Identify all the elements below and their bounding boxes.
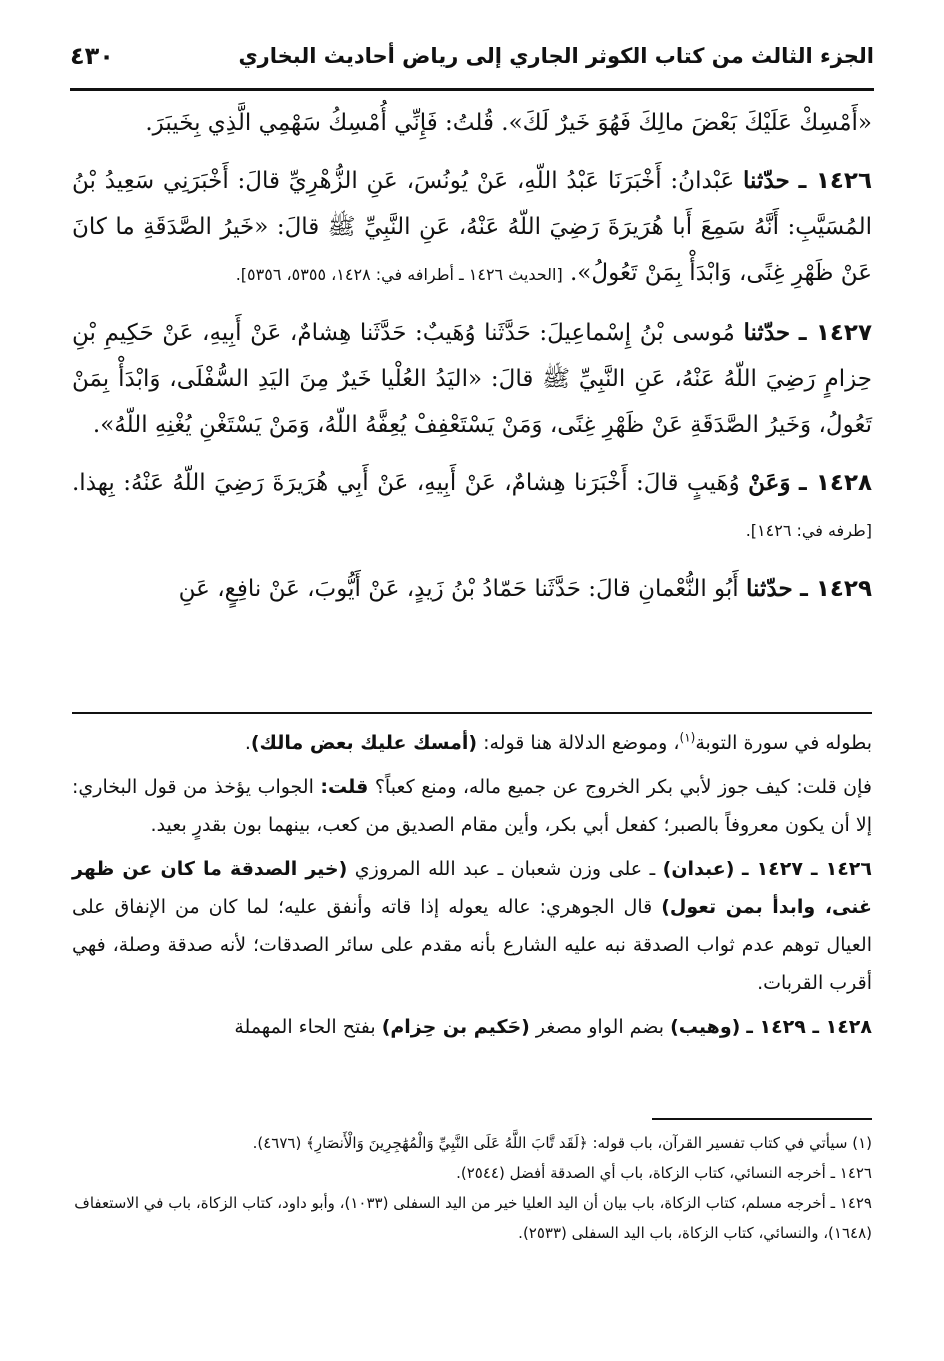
hadith-text: «أَمْسِكْ عَلَيْكَ بَعْضَ مالِكَ فَهُوَ خَيرٌ لَكَ». قُلتُ: فَإِنِّي أُمْسِكُ سَهْمِي الَّذِي بِخَيبَرَ.	[145, 110, 872, 136]
commentary-block	[72, 724, 872, 1052]
footnote-1426: ١٤٢٦ ـ أخرجه النسائي، كتاب الزكاة، باب أي الصدقة أفضل (٢٥٤٤).	[456, 1164, 872, 1182]
commentary-text: ـ على وزن شعبان ـ عبد الله المروزي	[347, 858, 663, 880]
hadith-number: ١٤٢٦ ـ	[798, 168, 872, 194]
hadith-1428	[72, 460, 872, 554]
commentary-quote: (وهيب)	[670, 1016, 741, 1038]
hadith-1429	[72, 566, 872, 612]
hadith-1426	[72, 158, 872, 298]
hadith-text: مُوسى بْنُ إِسْماعِيلَ: حَدَّثَنا وُهَيبٌ: حَدَّثَنا هِشامٌ، عَنْ أَبِيهِ، عَنْ حَكِيمِ بْنِ حِزامٍ رَضِيَ اللّهُ عَنْهُ، عَنِ النَّبِيِّ ﷺ قالَ: «اليَدُ العُلْيا خَيرٌ مِنَ اليَدِ السُّفْلَى، وَابْدَأْ بِمَنْ تَعُولُ، وَخَيرُ الصَّدَقَةِ عَنْ ظَهْرِ غِنًى، وَمَنْ يَسْتَعْفِفْ يُعِفَّهُ اللّهُ، وَمَنْ يَسْتَغْنِ يُغْنِهِ اللّهُ».	[72, 320, 872, 438]
commentary-text: بفتح الحاء المهملة	[234, 1016, 382, 1038]
commentary-text: .	[244, 732, 251, 754]
page-header	[70, 40, 874, 91]
hadith-number: ١٤٢٧ ـ	[798, 320, 873, 346]
hadith-text-block	[72, 100, 872, 624]
hadith-cross-reference: [الحديث ١٤٢٦ ـ أطرافه في: ١٤٢٨، ٥٣٥٥، ٥٣٥٦].	[235, 265, 563, 284]
page-number: ٤٣٠	[70, 42, 114, 70]
section-divider	[72, 712, 872, 714]
hadith-lead-word: حدّثنا	[746, 575, 793, 602]
commentary-paragraph	[72, 724, 872, 762]
commentary-text: بضم الواو مصغر	[529, 1016, 671, 1038]
commentary-paragraph	[72, 850, 872, 1002]
hadith-text: أَبُو النُّعْمانِ قالَ: حَدَّثَنا حَمّادُ بْنُ زَيدٍ، عَنْ أَيُّوبَ، عَنْ نافِعٍ، عَنِ	[178, 576, 739, 602]
commentary-hadith-numbers: ١٤٢٦ ـ ١٤٢٧ ـ	[741, 858, 872, 880]
commentary-text: قال الجوهري: عاله يعوله إذا قاته وأنفق عليه؛ لما كان من الإنفاق على العيال توهم عدم ثواب الصدقة نبه عليه الشارع بأنه مقدم على سائر الصدقات؛ لأنه صدقة وصلة، فهي أقرب القربات.	[72, 896, 872, 994]
commentary-text: بطوله في سورة التوبة	[695, 732, 872, 754]
commentary-quote: (عبدان)	[662, 858, 735, 880]
hadith-number: ١٤٢٨ ـ	[798, 470, 873, 496]
footnote-rule	[652, 1118, 872, 1120]
footnote-1429: ١٤٢٩ ـ أخرجه مسلم، كتاب الزكاة، باب بيان أن اليد العليا خير من اليد السفلى (١٠٣٣)، وأبو داود، كتاب الزكاة، باب في الاستعفاف (١٦٤٨)، والنسائي، كتاب الزكاة، باب اليد السفلى (٢٥٣٣).	[74, 1194, 872, 1242]
commentary-keyword: قلت:	[320, 776, 369, 798]
commentary-quote: (خير الصدقة ما كان عن ظهر غنى، وابدأ بمن تعول)	[72, 858, 872, 918]
hadith-lead-word: حدّثنا	[743, 319, 791, 346]
commentary-hadith-numbers: ١٤٢٨ ـ ١٤٢٩ ـ	[746, 1016, 872, 1038]
commentary-paragraph	[72, 1008, 872, 1046]
hadith-number: ١٤٢٩ ـ	[799, 576, 872, 602]
commentary-text: فإن قلت: كيف جوز لأبي بكر الخروج عن جميع ماله، ومنع كعباً؟	[368, 776, 872, 798]
running-title: الجزء الثالث من كتاب الكوثر الجاري إلى رياض أحاديث البخاري	[238, 44, 874, 68]
hadith-1427	[72, 310, 872, 448]
hadith-continuation	[72, 100, 872, 146]
hadith-lead-word: حدّثنا	[743, 167, 790, 194]
commentary-quote: (حَكيم بن حِزام)	[381, 1016, 530, 1038]
commentary-paragraph	[72, 768, 872, 844]
commentary-text: الجواب يؤخذ من قول البخاري: إلا أن يكون معروفاً بالصبر؛ كفعل أبي بكر، وأين مقام الصديق من كعب، بينهما بون بقدرٍ بعيد.	[72, 776, 872, 836]
hadith-lead-word: وَعَنْ	[748, 469, 791, 496]
footnote-marker: (١)	[679, 730, 696, 745]
hadith-cross-reference: [طرفه في: ١٤٢٦].	[745, 521, 872, 540]
hadith-text: عَبْدانُ: أَخْبَرَنَا عَبْدُ اللّهِ، عَنْ يُونُسَ، عَنِ الزُّهْرِيِّ قالَ: أَخْبَرَنِي سَعِيدُ بْنُ المُسَيَّبِ: أَنَّهُ سَمِعَ أَبا هُرَيرَةَ رَضِيَ اللّهُ عَنْهُ، عَنِ النَّبِيِّ ﷺ قالَ: «خَيرُ الصَّدَقَةِ ما كانَ عَنْ ظَهْرِ غِنًى، وَابْدَأْ بِمَنْ تَعُولُ».	[72, 168, 872, 286]
footnote-1: (١) سيأتي في كتاب تفسير القرآن، باب قوله: ﴿لَقَد تَّابَ اللَّهُ عَلَى النَّبِيِّ وَالْمُهَٰجِرِينَ وَالْأَنصَارِ﴾ (٤٦٧٦).	[252, 1134, 872, 1152]
footnotes-block	[72, 1128, 872, 1248]
hadith-text: وُهَيبٍ قالَ: أَخْبَرَنا هِشامٌ، عَنْ أَبِيهِ، عَنْ أَبِي هُرَيرَةَ رَضِيَ اللّهُ عَنْهُ: بِهذا.	[72, 470, 740, 496]
commentary-text: ، وموضع الدلالة هنا قوله:	[477, 732, 680, 754]
commentary-quote: (أمسك عليك بعض مالك)	[250, 732, 478, 754]
